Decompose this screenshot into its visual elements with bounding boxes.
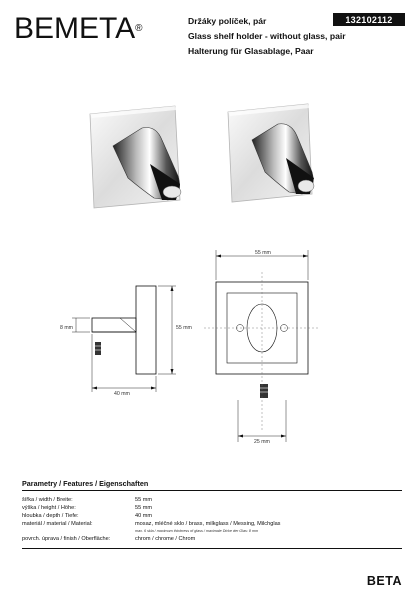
registered-mark: ® [135,23,143,34]
spec-value: 55 mm [135,505,153,511]
parameters-bottom-divider [22,548,402,549]
side-view-arm [92,318,136,332]
spec-label: hloubka / depth / Tiefe: [22,513,79,519]
dim-depth-label: 40 mm [114,391,130,397]
spec-value: 40 mm [135,513,153,519]
side-view-plate [136,286,156,374]
product-titles [188,14,346,59]
parameters-heading: Parametry / Features / Eigenschaften [22,479,149,488]
spec-label: výška / height / Höhe: [22,505,76,511]
title-cz: Držáky políček, pár [188,16,267,26]
set-screw-icon [95,342,268,398]
spec-label: materiál / material / Material: [22,521,93,527]
spec-value: mosaz, mléčné sklo / brass, milkglass / Messing, Milchglas [135,521,281,527]
dim-height-label: 55 mm [176,325,192,331]
technical-drawing [0,230,414,460]
material-note: max. 6 skla / maximum thickness of glass / maximale Dicke der Glas: 8 mm [135,529,259,533]
holder-right [228,104,314,202]
title-de: Halterung für Glasablage, Paar [188,46,314,56]
brand-logo [14,14,143,44]
parameters-divider [22,490,402,491]
holder-left [90,106,181,208]
product-code-badge [333,13,405,26]
dim-thickness-label: 8 mm [60,325,73,331]
model-name: BETA [366,574,402,588]
logo-text: BEMETA [14,12,136,45]
spec-value: chrom / chrome / Chrom [135,536,196,542]
spec-label: šířka / width / Breite: [22,497,73,503]
spec-value: 55 mm [135,497,153,503]
title-en: Glass shelf holder - without glass, pair [188,31,346,41]
spec-label: povrch. úprava / finish / Oberfläche: [22,536,111,542]
dim-width-label: 55 mm [255,250,271,256]
product-photo [80,92,350,222]
dim-pin-label: 25 mm [254,439,270,445]
product-code: 132102112 [345,14,393,25]
